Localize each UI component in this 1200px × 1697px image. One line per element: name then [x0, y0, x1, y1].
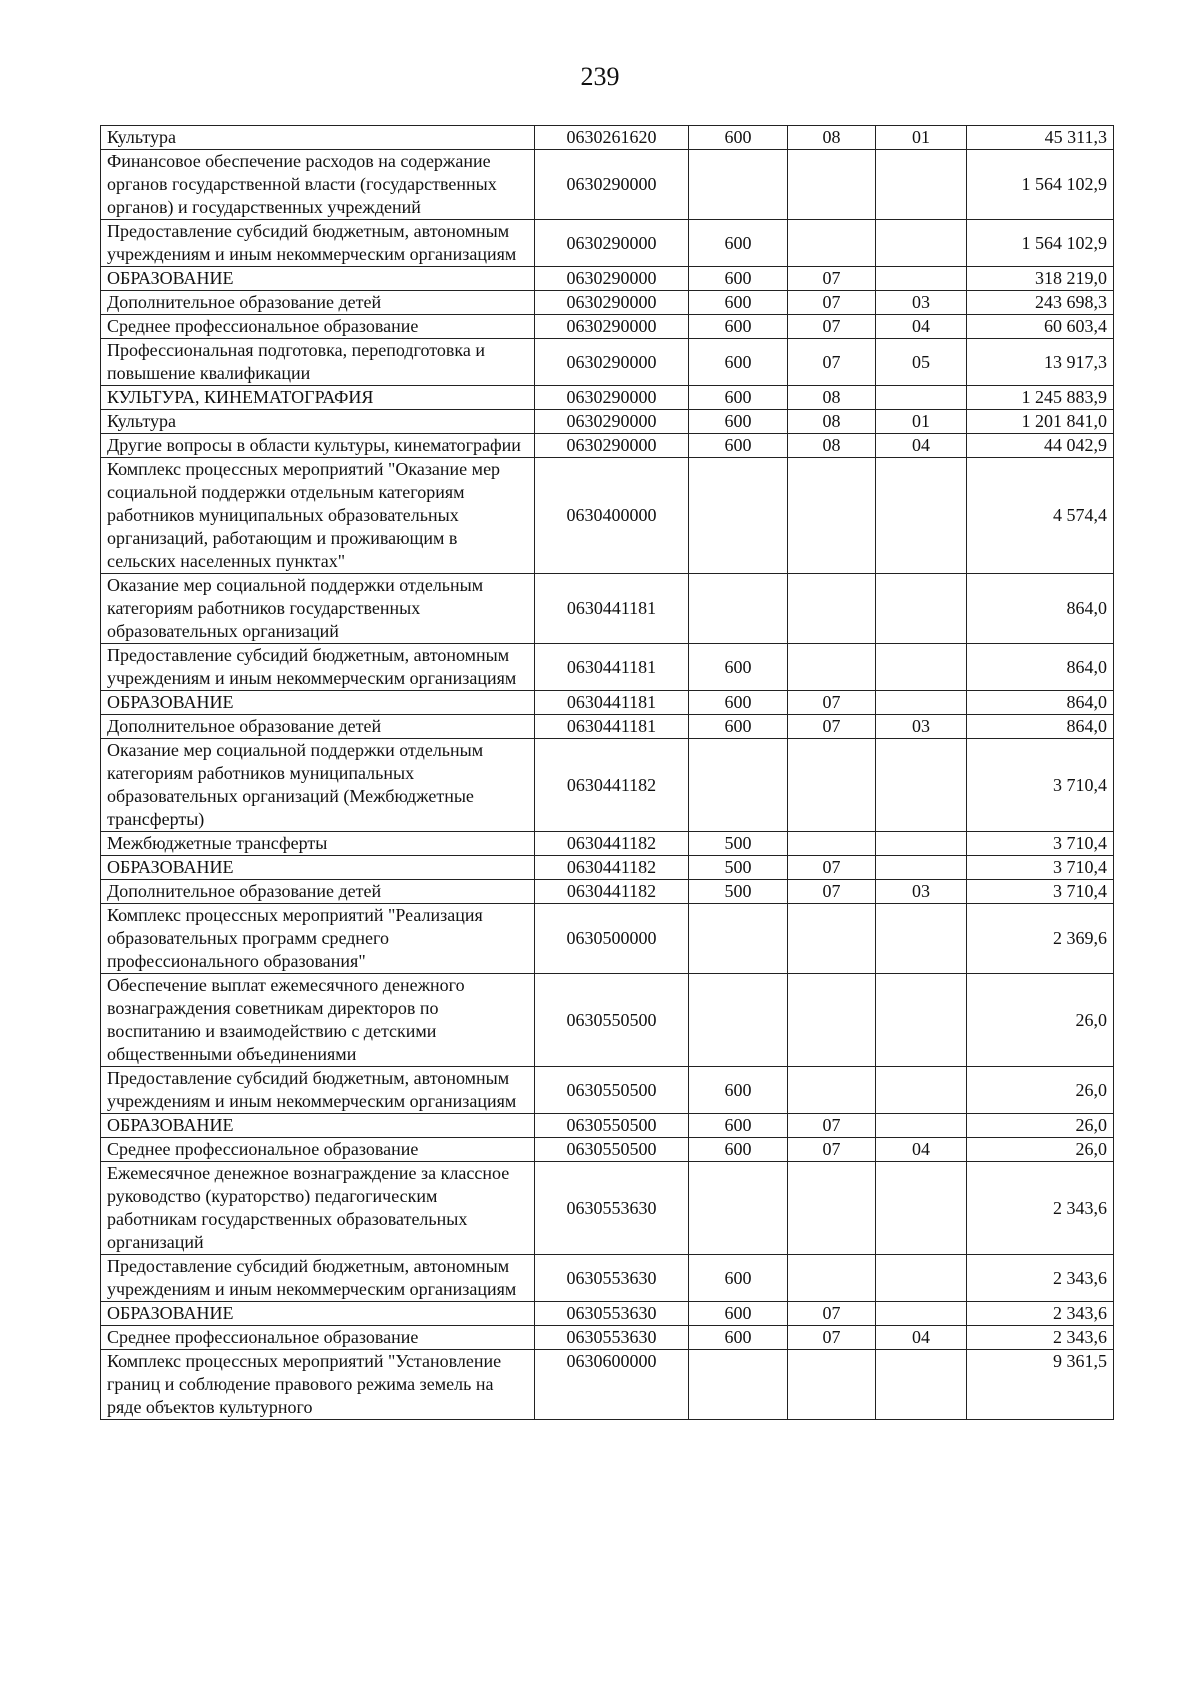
row-amount: 2 343,6: [967, 1302, 1114, 1326]
row-subsection: [876, 1302, 967, 1326]
row-name: Культура: [101, 410, 535, 434]
row-amount: 26,0: [967, 974, 1114, 1067]
row-section: 08: [788, 410, 876, 434]
row-name: ОБРАЗОВАНИЕ: [101, 1114, 535, 1138]
table-row: [101, 739, 1114, 832]
row-code: 0630550500: [535, 1114, 689, 1138]
row-name: Комплекс процессных мероприятий "Оказание мер социальной поддержки отдельным категориям работников муниципальных образовательных организаций, работающим и проживающим в сельских населенных пунктах": [101, 458, 535, 574]
row-amount: 1 564 102,9: [967, 150, 1114, 220]
row-section: 07: [788, 291, 876, 315]
table-row: [101, 904, 1114, 974]
table-row: [101, 126, 1114, 150]
table-row: [101, 880, 1114, 904]
table-row: [101, 1067, 1114, 1114]
row-expense-type: 500: [689, 856, 788, 880]
row-name: Культура: [101, 126, 535, 150]
row-section: [788, 1067, 876, 1114]
table-row: [101, 434, 1114, 458]
row-expense-type: [689, 574, 788, 644]
row-code: 0630290000: [535, 386, 689, 410]
row-amount: 60 603,4: [967, 315, 1114, 339]
table-row: [101, 1138, 1114, 1162]
row-name: Ежемесячное денежное вознаграждение за классное руководство (кураторство) педагогическим работникам государственных образовательных организаций: [101, 1162, 535, 1255]
row-name: ОБРАЗОВАНИЕ: [101, 691, 535, 715]
row-name: Обеспечение выплат ежемесячного денежного вознаграждения советникам директоров по воспитанию и взаимодействию с детскими общественными объединениями: [101, 974, 535, 1067]
row-subsection: [876, 691, 967, 715]
row-code: 0630290000: [535, 220, 689, 267]
row-expense-type: 600: [689, 126, 788, 150]
table-row: [101, 386, 1114, 410]
row-code: 0630500000: [535, 904, 689, 974]
row-subsection: [876, 856, 967, 880]
row-amount: 318 219,0: [967, 267, 1114, 291]
row-code: 0630290000: [535, 291, 689, 315]
row-amount: 2 343,6: [967, 1255, 1114, 1302]
table-row: [101, 856, 1114, 880]
row-name: Оказание мер социальной поддержки отдельным категориям работников муниципальных образовательных организаций (Межбюджетные трансферты): [101, 739, 535, 832]
row-subsection: [876, 904, 967, 974]
row-section: 07: [788, 1138, 876, 1162]
row-expense-type: 600: [689, 1114, 788, 1138]
row-subsection: 05: [876, 339, 967, 386]
row-name: Комплекс процессных мероприятий "Реализация образовательных программ среднего профессионального образования": [101, 904, 535, 974]
budget-table: [100, 125, 1114, 1420]
row-name: Дополнительное образование детей: [101, 291, 535, 315]
row-subsection: 03: [876, 715, 967, 739]
table-row: [101, 1114, 1114, 1138]
row-code: 0630290000: [535, 410, 689, 434]
row-amount: 3 710,4: [967, 832, 1114, 856]
row-section: 08: [788, 126, 876, 150]
row-section: [788, 1162, 876, 1255]
table-row: [101, 150, 1114, 220]
row-name: Дополнительное образование детей: [101, 715, 535, 739]
row-amount: 864,0: [967, 691, 1114, 715]
row-name: Межбюджетные трансферты: [101, 832, 535, 856]
row-expense-type: 600: [689, 410, 788, 434]
table-row: [101, 410, 1114, 434]
row-subsection: [876, 1255, 967, 1302]
row-subsection: [876, 739, 967, 832]
row-code: 0630600000: [535, 1350, 689, 1420]
table-row: [101, 644, 1114, 691]
row-subsection: 04: [876, 1326, 967, 1350]
row-amount: 864,0: [967, 715, 1114, 739]
row-code: 0630441182: [535, 832, 689, 856]
row-subsection: [876, 386, 967, 410]
row-expense-type: 600: [689, 1302, 788, 1326]
row-subsection: [876, 220, 967, 267]
row-code: 0630290000: [535, 150, 689, 220]
row-code: 0630261620: [535, 126, 689, 150]
row-amount: 26,0: [967, 1138, 1114, 1162]
row-section: 07: [788, 1302, 876, 1326]
row-code: 0630441182: [535, 856, 689, 880]
row-expense-type: 600: [689, 1255, 788, 1302]
row-expense-type: [689, 739, 788, 832]
row-expense-type: 600: [689, 434, 788, 458]
row-section: 08: [788, 386, 876, 410]
row-section: 07: [788, 856, 876, 880]
row-name: Финансовое обеспечение расходов на содержание органов государственной власти (государственных органов) и государственных учреждений: [101, 150, 535, 220]
row-subsection: [876, 150, 967, 220]
row-section: 07: [788, 1114, 876, 1138]
row-amount: 26,0: [967, 1067, 1114, 1114]
table-row: [101, 691, 1114, 715]
row-expense-type: 600: [689, 386, 788, 410]
table-row: [101, 267, 1114, 291]
row-expense-type: 600: [689, 291, 788, 315]
row-amount: 2 369,6: [967, 904, 1114, 974]
row-code: 0630550500: [535, 974, 689, 1067]
table-row: [101, 1326, 1114, 1350]
row-code: 0630441181: [535, 691, 689, 715]
row-subsection: 04: [876, 434, 967, 458]
row-section: 07: [788, 339, 876, 386]
table-row: [101, 315, 1114, 339]
table-row: [101, 1350, 1114, 1420]
row-amount: 1 245 883,9: [967, 386, 1114, 410]
row-subsection: [876, 574, 967, 644]
row-code: 0630553630: [535, 1255, 689, 1302]
table-row: [101, 339, 1114, 386]
row-expense-type: [689, 1350, 788, 1420]
row-expense-type: 500: [689, 880, 788, 904]
row-section: 07: [788, 315, 876, 339]
row-section: [788, 739, 876, 832]
row-code: 0630441182: [535, 739, 689, 832]
row-amount: 4 574,4: [967, 458, 1114, 574]
row-subsection: 01: [876, 410, 967, 434]
row-name: Предоставление субсидий бюджетным, автономным учреждениям и иным некоммерческим организациям: [101, 220, 535, 267]
row-expense-type: 600: [689, 1138, 788, 1162]
row-section: [788, 150, 876, 220]
row-name: Среднее профессиональное образование: [101, 1326, 535, 1350]
row-subsection: [876, 267, 967, 291]
page-number: 239: [580, 62, 620, 91]
table-row: [101, 1302, 1114, 1326]
row-section: [788, 1350, 876, 1420]
row-amount: 1 201 841,0: [967, 410, 1114, 434]
row-name: Оказание мер социальной поддержки отдельным категориям работников государственных образовательных организаций: [101, 574, 535, 644]
row-code: 0630441181: [535, 715, 689, 739]
row-expense-type: 600: [689, 644, 788, 691]
row-code: 0630400000: [535, 458, 689, 574]
table-row: [101, 574, 1114, 644]
row-amount: 1 564 102,9: [967, 220, 1114, 267]
row-section: [788, 1255, 876, 1302]
row-section: [788, 574, 876, 644]
row-code: 0630441182: [535, 880, 689, 904]
row-amount: 44 042,9: [967, 434, 1114, 458]
table-row: [101, 220, 1114, 267]
row-subsection: [876, 832, 967, 856]
table-row: [101, 1162, 1114, 1255]
row-expense-type: [689, 974, 788, 1067]
table-row: [101, 715, 1114, 739]
table-row: [101, 974, 1114, 1067]
table-row: [101, 291, 1114, 315]
row-section: 07: [788, 1326, 876, 1350]
row-name: КУЛЬТУРА, КИНЕМАТОГРАФИЯ: [101, 386, 535, 410]
row-name: Предоставление субсидий бюджетным, автономным учреждениям и иным некоммерческим организациям: [101, 644, 535, 691]
row-name: ОБРАЗОВАНИЕ: [101, 1302, 535, 1326]
row-amount: 9 361,5: [967, 1350, 1114, 1420]
row-subsection: [876, 974, 967, 1067]
row-subsection: 03: [876, 880, 967, 904]
row-subsection: [876, 644, 967, 691]
row-section: 07: [788, 880, 876, 904]
row-section: [788, 644, 876, 691]
row-expense-type: 600: [689, 715, 788, 739]
row-amount: 2 343,6: [967, 1326, 1114, 1350]
row-name: Среднее профессиональное образование: [101, 1138, 535, 1162]
row-amount: 13 917,3: [967, 339, 1114, 386]
row-name: Предоставление субсидий бюджетным, автономным учреждениям и иным некоммерческим организациям: [101, 1067, 535, 1114]
row-code: 0630290000: [535, 315, 689, 339]
row-code: 0630550500: [535, 1138, 689, 1162]
row-subsection: 03: [876, 291, 967, 315]
row-name: Предоставление субсидий бюджетным, автономным учреждениям и иным некоммерческим организациям: [101, 1255, 535, 1302]
row-section: [788, 832, 876, 856]
row-expense-type: 600: [689, 220, 788, 267]
row-expense-type: 600: [689, 1326, 788, 1350]
row-name: Комплекс процессных мероприятий "Установление границ и соблюдение правового режима земель на ряде объектов культурного: [101, 1350, 535, 1420]
row-name: Дополнительное образование детей: [101, 880, 535, 904]
row-expense-type: 500: [689, 832, 788, 856]
row-code: 0630290000: [535, 339, 689, 386]
row-code: 0630553630: [535, 1302, 689, 1326]
row-section: 07: [788, 267, 876, 291]
row-code: 0630553630: [535, 1326, 689, 1350]
row-expense-type: 600: [689, 267, 788, 291]
row-code: 0630290000: [535, 267, 689, 291]
row-subsection: [876, 1350, 967, 1420]
row-subsection: [876, 1067, 967, 1114]
row-section: [788, 904, 876, 974]
row-expense-type: 600: [689, 1067, 788, 1114]
row-expense-type: [689, 458, 788, 574]
row-amount: 2 343,6: [967, 1162, 1114, 1255]
row-expense-type: 600: [689, 691, 788, 715]
table-row: [101, 1255, 1114, 1302]
row-name: ОБРАЗОВАНИЕ: [101, 267, 535, 291]
row-name: Другие вопросы в области культуры, кинематографии: [101, 434, 535, 458]
row-code: 0630290000: [535, 434, 689, 458]
row-amount: 3 710,4: [967, 856, 1114, 880]
row-expense-type: 600: [689, 339, 788, 386]
row-section: 08: [788, 434, 876, 458]
row-section: 07: [788, 691, 876, 715]
row-code: 0630550500: [535, 1067, 689, 1114]
row-amount: 45 311,3: [967, 126, 1114, 150]
row-subsection: [876, 1114, 967, 1138]
row-code: 0630553630: [535, 1162, 689, 1255]
row-amount: 3 710,4: [967, 739, 1114, 832]
row-name: Среднее профессиональное образование: [101, 315, 535, 339]
row-section: [788, 458, 876, 574]
row-subsection: 01: [876, 126, 967, 150]
row-amount: 864,0: [967, 644, 1114, 691]
row-code: 0630441181: [535, 644, 689, 691]
row-amount: 3 710,4: [967, 880, 1114, 904]
row-section: 07: [788, 715, 876, 739]
row-section: [788, 974, 876, 1067]
row-amount: 864,0: [967, 574, 1114, 644]
row-expense-type: [689, 904, 788, 974]
row-amount: 26,0: [967, 1114, 1114, 1138]
row-expense-type: [689, 1162, 788, 1255]
row-code: 0630441181: [535, 574, 689, 644]
budget-table-body: [101, 126, 1114, 1420]
row-name: ОБРАЗОВАНИЕ: [101, 856, 535, 880]
row-section: [788, 220, 876, 267]
table-row: [101, 832, 1114, 856]
table-row: [101, 458, 1114, 574]
row-amount: 243 698,3: [967, 291, 1114, 315]
row-subsection: 04: [876, 1138, 967, 1162]
row-subsection: 04: [876, 315, 967, 339]
row-name: Профессиональная подготовка, переподготовка и повышение квалификации: [101, 339, 535, 386]
row-subsection: [876, 1162, 967, 1255]
row-expense-type: [689, 150, 788, 220]
row-expense-type: 600: [689, 315, 788, 339]
row-subsection: [876, 458, 967, 574]
